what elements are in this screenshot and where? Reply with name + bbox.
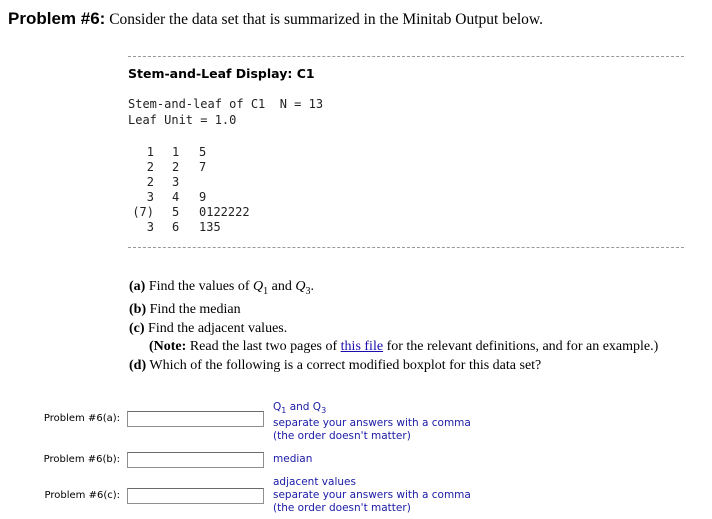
question-a-and: and bbox=[268, 279, 296, 294]
question-c-label: (c) bbox=[129, 321, 145, 336]
minitab-heading: Stem-and-Leaf Display: C1 bbox=[128, 66, 315, 81]
leaf-cell: 0122222 bbox=[199, 205, 250, 219]
answer-c-input[interactable] bbox=[127, 488, 264, 504]
depth-cell: 1 bbox=[146, 145, 154, 159]
question-a-label: (a) bbox=[129, 279, 146, 294]
divider-bottom bbox=[128, 247, 684, 248]
answer-b-label: Problem #6(b): bbox=[43, 454, 120, 465]
answer-c-hint-line-1: adjacent values bbox=[273, 476, 356, 488]
question-c-text: Find the adjacent values. bbox=[144, 321, 288, 336]
problem-statement: Consider the data set that is summarized in the Minitab Output below. bbox=[105, 11, 543, 28]
answer-b-hint-line-1: median bbox=[273, 453, 313, 465]
question-c-note bbox=[149, 339, 658, 355]
answer-c-hint-line-2: separate your answers with a comma bbox=[273, 489, 471, 501]
question-d-text: Which of the following is a correct modified boxplot for this data set? bbox=[146, 358, 542, 373]
answer-b-hint bbox=[273, 453, 312, 466]
q1-symbol: Q bbox=[253, 279, 264, 294]
q3-symbol: Q bbox=[295, 279, 306, 294]
depth-cell: 2 bbox=[146, 160, 154, 174]
answer-b-input[interactable] bbox=[127, 452, 264, 468]
hint-q1-subscript: 1 bbox=[281, 406, 287, 416]
question-a bbox=[129, 279, 314, 297]
leaf-cell: 5 bbox=[199, 145, 207, 159]
answer-a-hint-line-1 bbox=[273, 401, 471, 417]
leaf-cell: 135 bbox=[199, 220, 221, 234]
question-b-label: (b) bbox=[129, 302, 147, 317]
question-d-label: (d) bbox=[129, 358, 147, 373]
answer-a-input[interactable] bbox=[127, 411, 264, 427]
divider-top bbox=[128, 56, 684, 57]
hint-and-q3: and Q bbox=[286, 401, 322, 413]
question-a-end: . bbox=[310, 279, 315, 294]
question-a-text: Find the values of bbox=[145, 279, 254, 294]
answer-a-label: Problem #6(a): bbox=[43, 413, 120, 424]
problem-title bbox=[8, 9, 543, 29]
stem-cell: 6 bbox=[172, 220, 180, 234]
depth-cell: 2 bbox=[146, 175, 154, 189]
question-c bbox=[129, 321, 287, 337]
note-text-2: for the relevant definitions, and for an example.) bbox=[383, 339, 659, 354]
q3-subscript: 3 bbox=[305, 285, 311, 297]
stem-cell: 5 bbox=[172, 205, 180, 219]
stem-cell: 1 bbox=[172, 145, 180, 159]
minitab-line-2: Leaf Unit = 1.0 bbox=[128, 113, 237, 127]
question-b-text: Find the median bbox=[146, 302, 241, 317]
minitab-line-1: Stem-and-leaf of C1 N = 13 bbox=[128, 97, 324, 111]
answer-a-hint-line-2: separate your answers with a comma bbox=[273, 417, 471, 430]
answer-c-label: Problem #6(c): bbox=[44, 490, 120, 501]
stem-cell: 4 bbox=[172, 190, 180, 204]
answer-a-hint bbox=[273, 401, 471, 443]
answer-c-hint bbox=[273, 476, 471, 515]
depth-cell: 3 bbox=[146, 220, 154, 234]
note-label: (Note: bbox=[149, 339, 187, 354]
hint-q3-subscript: 3 bbox=[321, 406, 327, 416]
question-d bbox=[129, 358, 541, 374]
stem-cell: 3 bbox=[172, 175, 180, 189]
question-b bbox=[129, 302, 241, 318]
this-file-link[interactable]: this file bbox=[340, 339, 384, 354]
answer-c-hint-line-3: (the order doesn't matter) bbox=[273, 502, 411, 514]
depth-cell: (7) bbox=[132, 205, 154, 219]
depth-cell: 3 bbox=[146, 190, 154, 204]
answer-a-hint-line-3: (the order doesn't matter) bbox=[273, 430, 411, 443]
note-text-1: Read the last two pages of bbox=[186, 339, 341, 354]
q1-subscript: 1 bbox=[263, 285, 269, 297]
leaf-cell: 7 bbox=[199, 160, 207, 174]
leaf-cell: 9 bbox=[199, 190, 207, 204]
problem-number: Problem #6: bbox=[8, 9, 106, 28]
hint-q1-symbol: Q bbox=[273, 401, 282, 413]
stem-cell: 2 bbox=[172, 160, 180, 174]
